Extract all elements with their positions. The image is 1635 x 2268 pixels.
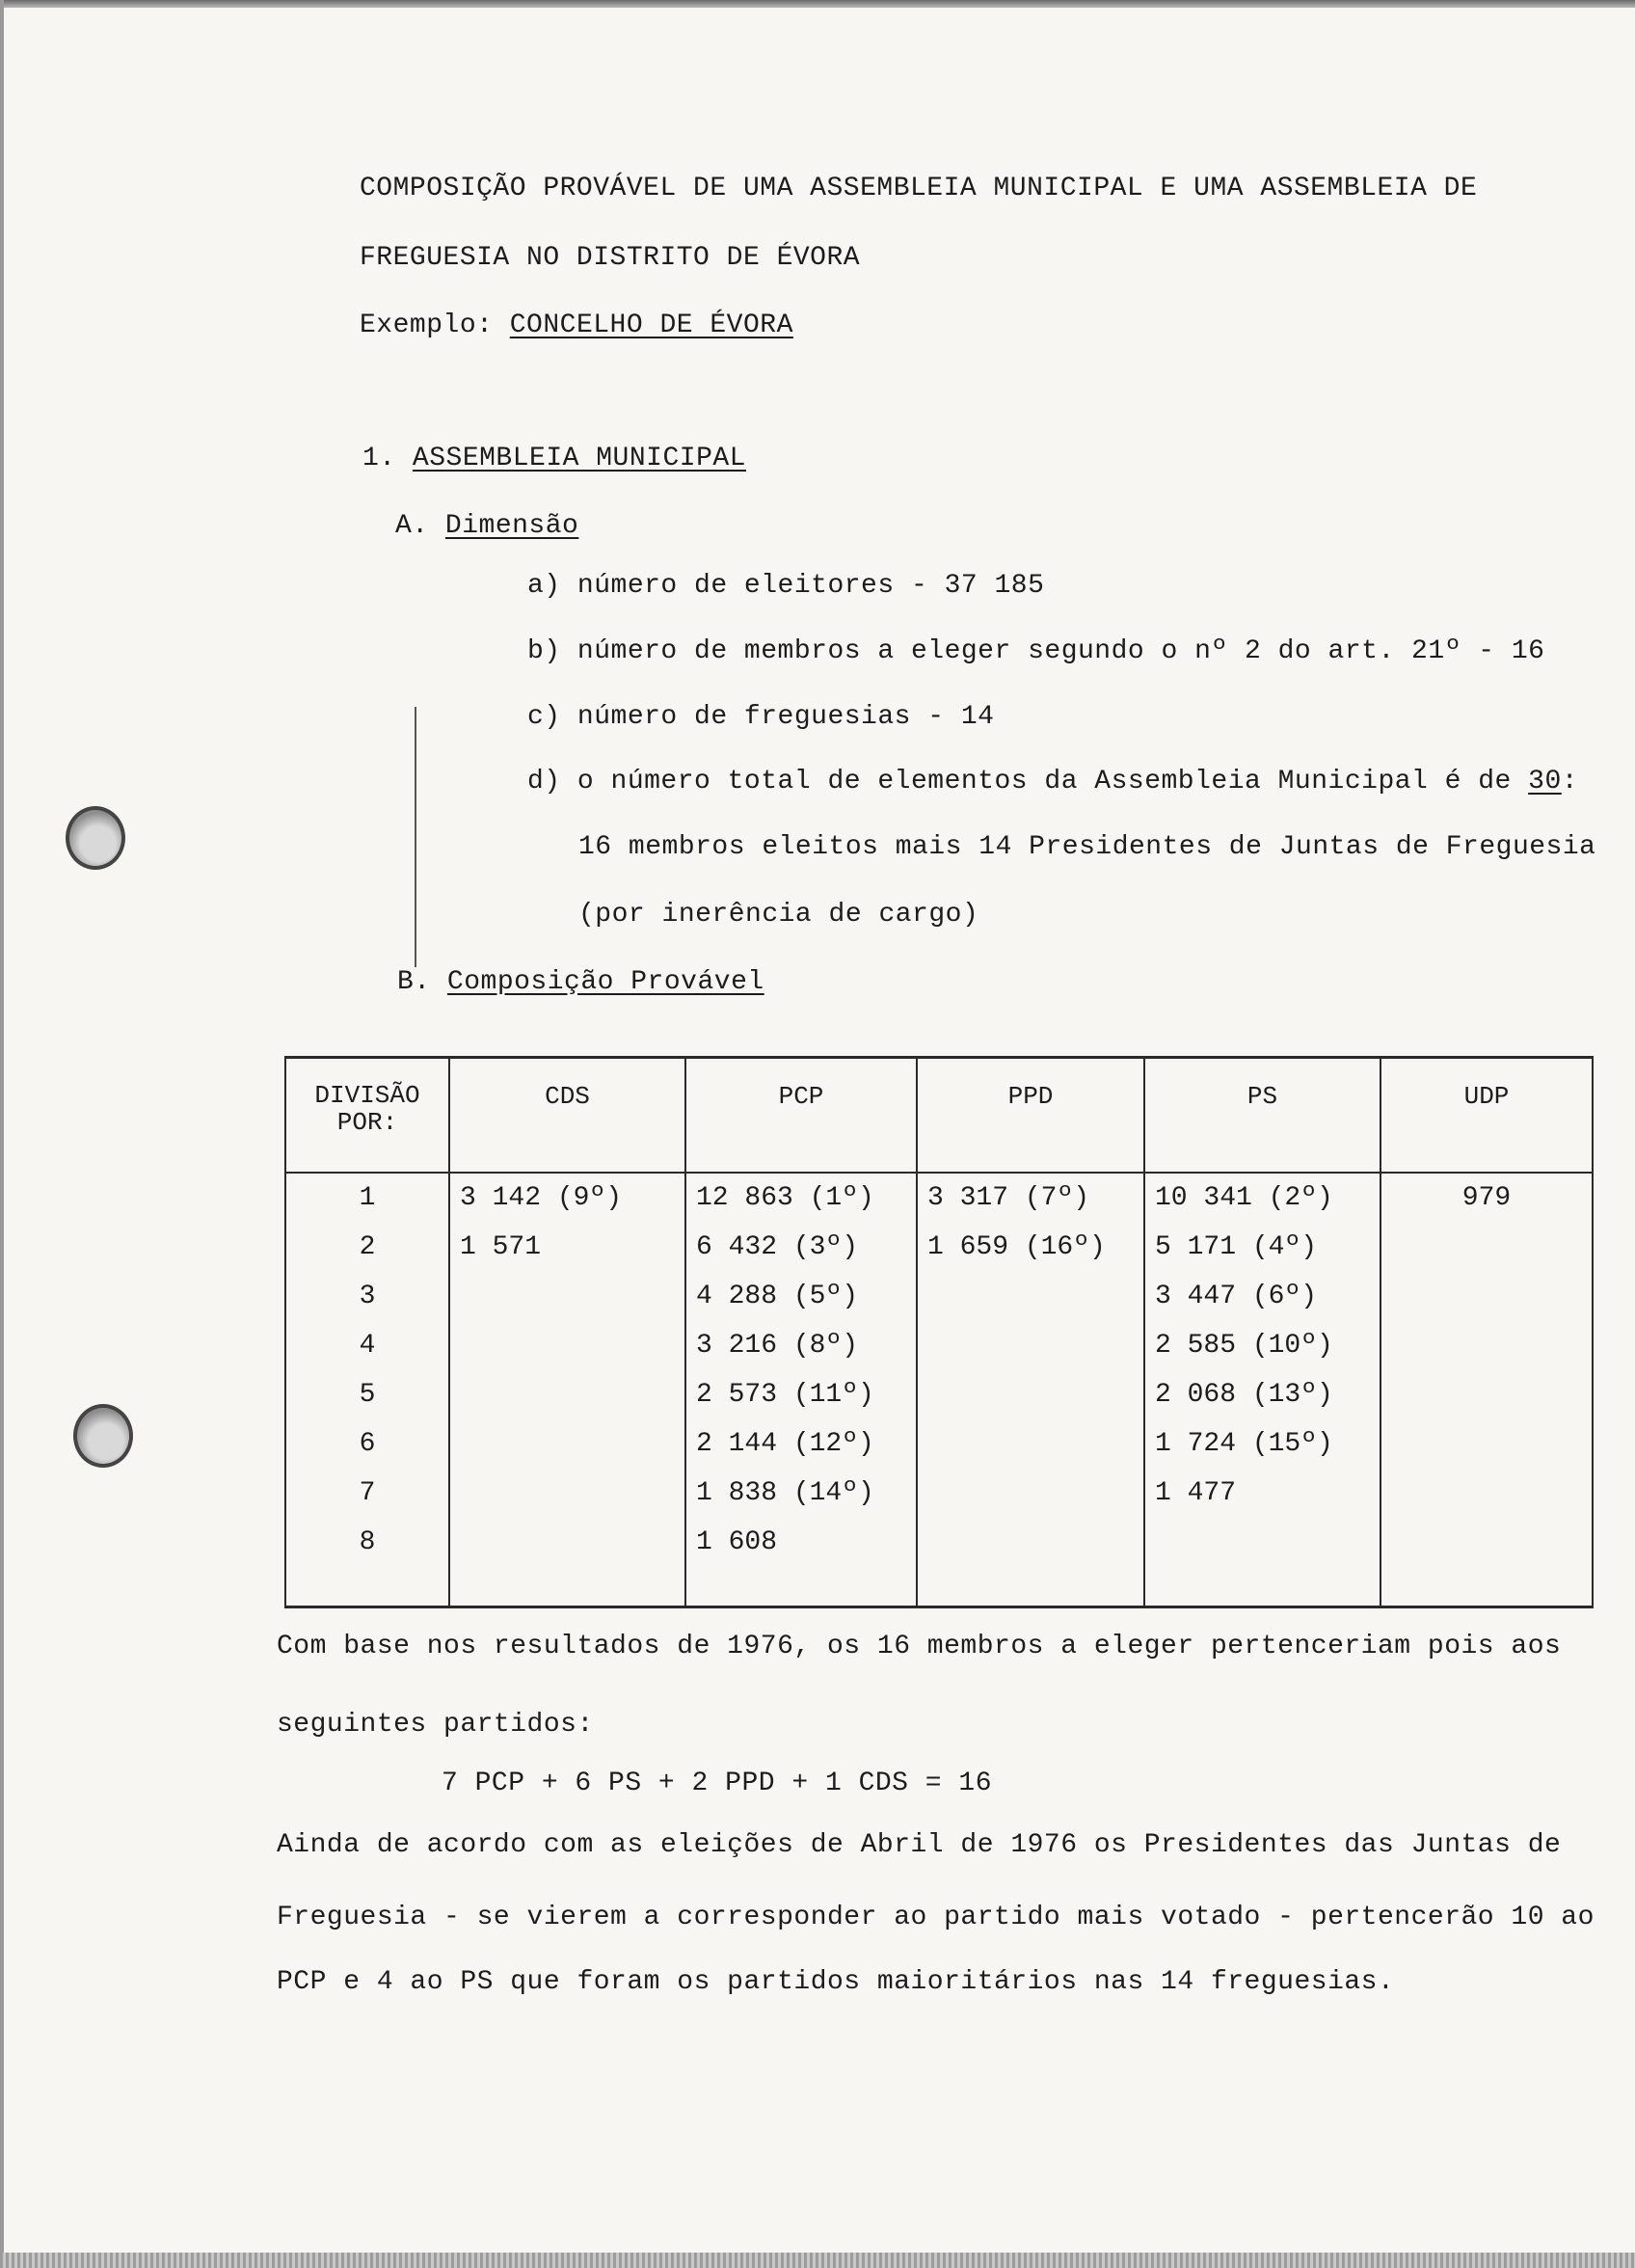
cell-ppd: 1 659 (16º) (917, 1223, 1144, 1272)
subsection-b-heading (397, 967, 764, 997)
cell-cds (449, 1272, 685, 1321)
paragraph-line-2: seguintes partidos: (277, 1710, 594, 1740)
table-row (285, 1173, 1593, 1223)
cell-ps: 1 724 (15º) (1144, 1419, 1380, 1469)
cell-cds (449, 1567, 685, 1607)
paragraph-line-3: Ainda de acordo com as eleições de Abril de 1976 os Presidentes das Juntas de (277, 1830, 1562, 1860)
subsection-a-letter: A. (395, 511, 429, 541)
cell-pcp: 1 608 (685, 1518, 917, 1567)
cell-cds (449, 1370, 685, 1419)
example-line (360, 310, 793, 340)
paragraph-line-1: Com base nos resultados de 1976, os 16 membros a eleger pertenceriam pois aos (277, 1632, 1562, 1661)
cell-ps: 2 585 (10º) (1144, 1321, 1380, 1370)
header-pcp: PCP (685, 1058, 917, 1174)
item-d-line-3: (por inerência de cargo) (578, 900, 979, 930)
cell-udp (1380, 1567, 1593, 1607)
cell-pcp: 3 216 (8º) (685, 1321, 917, 1370)
cell-cds (449, 1419, 685, 1469)
cell-divisor: 8 (285, 1518, 449, 1567)
subsection-b-title: Composição Provável (446, 967, 764, 997)
cell-cds: 3 142 (9º) (449, 1173, 685, 1223)
cell-ps: 3 447 (6º) (1144, 1272, 1380, 1321)
cell-udp (1380, 1223, 1593, 1272)
item-b: b) número de membros a eleger segundo o nº 2 do art. 21º - 16 (527, 636, 1545, 666)
cell-udp (1380, 1272, 1593, 1321)
cell-cds (449, 1469, 685, 1518)
cell-cds (449, 1518, 685, 1567)
table-row (285, 1272, 1593, 1321)
cell-ps: 1 477 (1144, 1469, 1380, 1518)
table-header-row (285, 1058, 1593, 1174)
cell-ppd (917, 1321, 1144, 1370)
table-row (285, 1419, 1593, 1469)
subsection-a-heading (395, 511, 578, 541)
example-value: CONCELHO DE ÉVORA (509, 310, 793, 340)
item-d-line-2: 16 membros eleitos mais 14 Presidentes de Juntas de Freguesia (578, 832, 1596, 862)
cell-udp (1380, 1469, 1593, 1518)
document-title-line-1: COMPOSIÇÃO PROVÁVEL DE UMA ASSEMBLEIA MUNICIPAL E UMA ASSEMBLEIA DE (360, 174, 1478, 203)
cell-divisor: 7 (285, 1469, 449, 1518)
header-udp: UDP (1380, 1058, 1593, 1174)
cell-cds: 1 571 (449, 1223, 685, 1272)
cell-divisor: 6 (285, 1419, 449, 1469)
scan-bottom-edge (0, 2253, 1635, 2268)
cell-divisor: 1 (285, 1173, 449, 1223)
cell-ps: 10 341 (2º) (1144, 1173, 1380, 1223)
cell-cds (449, 1321, 685, 1370)
subsection-a-title: Dimensão (444, 511, 579, 541)
item-c: c) número de freguesias - 14 (527, 702, 995, 732)
table-row (285, 1223, 1593, 1272)
cell-udp (1380, 1419, 1593, 1469)
seat-formula: 7 PCP + 6 PS + 2 PPD + 1 CDS = 16 (442, 1768, 992, 1798)
cell-ps: 5 171 (4º) (1144, 1223, 1380, 1272)
cell-pcp: 2 573 (11º) (685, 1370, 917, 1419)
item-a: a) número de eleitores - 37 185 (527, 571, 1045, 601)
item-d (527, 767, 1578, 796)
section-1-heading (362, 444, 746, 473)
document-title-line-2: FREGUESIA NO DISTRITO DE ÉVORA (360, 243, 861, 273)
cell-udp (1380, 1518, 1593, 1567)
cell-pcp: 1 838 (14º) (685, 1469, 917, 1518)
cell-udp (1380, 1370, 1593, 1419)
cell-ps (1144, 1567, 1380, 1607)
cell-udp (1380, 1321, 1593, 1370)
section-1-title: ASSEMBLEIA MUNICIPAL (412, 444, 746, 473)
composition-table (284, 1056, 1594, 1608)
header-cds: CDS (449, 1058, 685, 1174)
cell-ppd (917, 1518, 1144, 1567)
cell-ps: 2 068 (13º) (1144, 1370, 1380, 1419)
table-row (285, 1370, 1593, 1419)
cell-pcp: 4 288 (5º) (685, 1272, 917, 1321)
cell-udp: 979 (1380, 1173, 1593, 1223)
cell-pcp: 12 863 (1º) (685, 1173, 917, 1223)
cell-pcp: 2 144 (12º) (685, 1419, 917, 1469)
section-1-number: 1. (362, 444, 396, 473)
cell-ppd: 3 317 (7º) (917, 1173, 1144, 1223)
cell-ppd (917, 1272, 1144, 1321)
paragraph-line-4: Freguesia - se vierem a corresponder ao partido mais votado - pertencerão 10 ao (277, 1903, 1595, 1932)
cell-ppd (917, 1567, 1144, 1607)
cell-ps (1144, 1518, 1380, 1567)
cell-divisor: 3 (285, 1272, 449, 1321)
item-d-prefix: d) o número total de elementos da Assembleia Municipal é de (527, 767, 1529, 796)
scan-left-edge (0, 0, 4, 2268)
header-ppd: PPD (917, 1058, 1144, 1174)
paragraph-line-5: PCP e 4 ao PS que foram os partidos maioritários nas 14 freguesias. (277, 1967, 1395, 1997)
margin-pencil-mark (415, 707, 416, 967)
table-row (285, 1469, 1593, 1518)
cell-divisor: 4 (285, 1321, 449, 1370)
punch-hole-icon (73, 1404, 133, 1468)
punch-hole-icon (66, 806, 125, 870)
item-d-value: 30 (1528, 767, 1562, 796)
item-d-suffix: : (1561, 767, 1579, 796)
example-label: Exemplo: (360, 310, 494, 340)
header-divisao: DIVISÃO POR: (285, 1058, 449, 1174)
cell-divisor (285, 1567, 449, 1607)
scan-top-edge (0, 0, 1635, 8)
subsection-b-letter: B. (397, 967, 431, 997)
cell-pcp: 6 432 (3º) (685, 1223, 917, 1272)
table-row (285, 1567, 1593, 1607)
cell-ppd (917, 1419, 1144, 1469)
header-ps: PS (1144, 1058, 1380, 1174)
cell-ppd (917, 1370, 1144, 1419)
cell-divisor: 2 (285, 1223, 449, 1272)
cell-divisor: 5 (285, 1370, 449, 1419)
cell-ppd (917, 1469, 1144, 1518)
table-row (285, 1518, 1593, 1567)
cell-pcp (685, 1567, 917, 1607)
table-row (285, 1321, 1593, 1370)
